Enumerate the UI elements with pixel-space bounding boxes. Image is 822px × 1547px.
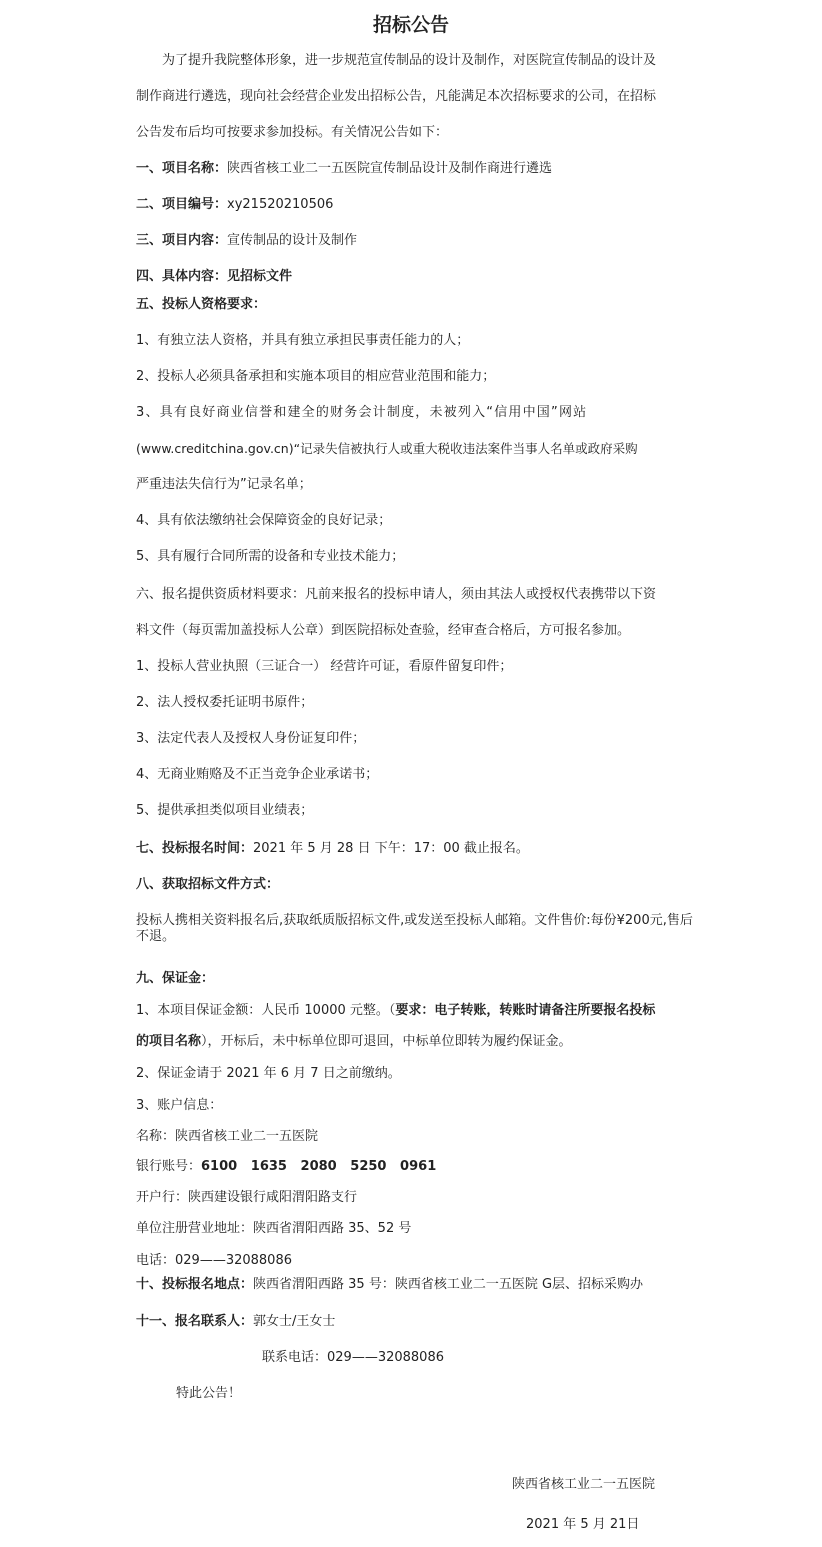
section-7-label: 七、投标报名时间： <box>136 841 254 856</box>
section-2 <box>136 196 333 214</box>
section-3 <box>136 232 357 250</box>
account-bank: 开户行：陕西建设银行咸阳渭阳路支行 <box>136 1190 358 1205</box>
section-7 <box>136 840 529 858</box>
section-1 <box>136 160 552 178</box>
section-6-item-1: 1、投标人营业执照（三证合一） 经营许可证，看原件留复印件； <box>136 659 513 674</box>
account-phone: 电话：029——32088086 <box>136 1253 292 1268</box>
section-6-item-5: 5、提供承担类似项目业绩表； <box>136 803 314 818</box>
section-6-item-2: 2、法人授权委托证明书原件； <box>136 695 314 710</box>
section-9-item-1-b: 要求：电子转账，转账时请备注所要报名投标 <box>395 1003 656 1018</box>
section-7-value: 2021 年 5 月 28 日 下午：17：00 截止报名。 <box>253 841 529 856</box>
intro-line-1: 为了提升我院整体形象，进一步规范宣传制品的设计及制作，对医院宣传制品的设计及 <box>162 53 657 68</box>
section-9-item-3: 3、账户信息： <box>136 1098 223 1113</box>
account-address: 单位注册营业地址：陕西省渭阳西路 35、52 号 <box>136 1221 412 1236</box>
section-9-item-1 <box>136 1002 655 1020</box>
section-5-item-3-cont: (www.creditchina.gov.cn)“记录失信被执行人或重大税收违法案件当事人名单或政府采购 <box>136 441 638 456</box>
section-9-item-1-a: 1、本项目保证金额：人民币 10000 元整。（ <box>136 1003 396 1018</box>
section-10-label: 十、投标报名地点： <box>136 1277 254 1292</box>
section-1-value: 陕西省核工业二一五医院宣传制品设计及制作商进行遴选 <box>227 161 553 176</box>
section-5-item-1: 1、有独立法人资格，并具有独立承担民事责任能力的人； <box>136 333 470 348</box>
account-name: 名称：陕西省核工业二一五医院 <box>136 1129 319 1144</box>
account-number-label: 银行账号： <box>136 1159 202 1174</box>
section-5-item-3: 3、具有良好商业信誉和建全的财务会计制度，未被列入“信用中国”网站 <box>136 405 588 420</box>
section-6-item-3: 3、法定代表人及授权人身份证复印件； <box>136 731 366 746</box>
account-number-value: 6100 1635 2080 5250 0961 <box>201 1159 437 1174</box>
section-8-label: 八、获取招标文件方式： <box>136 877 280 892</box>
intro-line-3: 公告发布后均可按要求参加投标。有关情况公告如下： <box>136 125 449 140</box>
section-2-value: xy21520210506 <box>227 197 334 212</box>
section-9-item-1-c: 的项目名称 <box>136 1034 202 1049</box>
signature-date: 2021 年 5 月 21日 <box>526 1517 640 1532</box>
section-4: 四、具体内容：见招标文件 <box>136 269 293 284</box>
section-6-line-2: 料文件（每页需加盖投标人公章）到医院招标处查验，经审查合格后，方可报名参加。 <box>136 623 631 638</box>
section-6-line-1: 六、报名提供资质材料要求：凡前来报名的投标申请人，须由其法人或授权代表携带以下资 <box>136 587 657 602</box>
account-number <box>136 1158 436 1176</box>
section-10 <box>136 1276 643 1294</box>
section-8-text: 投标人携相关资料报名后,获取纸质版招标文件,或发送至投标人邮箱。文件售价:每份¥200元,售后不退。 <box>136 913 693 944</box>
section-11-label: 十一、报名联系人： <box>136 1314 254 1329</box>
intro-line-2: 制作商进行遴选，现向社会经营企业发出招标公告，凡能满足本次招标要求的公司，在招标 <box>136 89 657 104</box>
signature-org: 陕西省核工业二一五医院 <box>512 1477 656 1492</box>
section-5-item-2: 2、投标人必须具备承担和实施本项目的相应营业范围和能力； <box>136 369 496 384</box>
section-2-label: 二、项目编号： <box>136 197 228 212</box>
section-9-item-2: 2、保证金请于 2021 年 6 月 7 日之前缴纳。 <box>136 1066 401 1081</box>
section-9-label: 九、保证金： <box>136 971 215 986</box>
section-11 <box>136 1313 335 1331</box>
section-6-item-4: 4、无商业贿赂及不正当竞争企业承诺书； <box>136 767 379 782</box>
section-5-item-3-end: 严重违法失信行为”记录名单； <box>136 477 312 492</box>
contact-phone: 联系电话：029——32088086 <box>262 1350 444 1365</box>
section-3-label: 三、项目内容： <box>136 233 228 248</box>
section-10-value: 陕西省渭阳西路 35 号：陕西省核工业二一五医院 G层、招标采购办 <box>253 1277 644 1292</box>
section-11-value: 郭女士/王女士 <box>253 1314 336 1329</box>
section-5-item-4: 4、具有依法缴纳社会保障资金的良好记录； <box>136 513 392 528</box>
section-5-item-5: 5、具有履行合同所需的设备和专业技术能力； <box>136 549 405 564</box>
document-title: 招标公告 <box>372 14 449 36</box>
section-1-label: 一、项目名称： <box>136 161 228 176</box>
section-3-value: 宣传制品的设计及制作 <box>227 233 358 248</box>
section-9-item-1-cont <box>136 1033 572 1051</box>
closing-text: 特此公告！ <box>176 1386 242 1401</box>
section-5-label: 五、投标人资格要求： <box>136 297 267 312</box>
section-9-item-1-d: ），开标后，未中标单位即可退回，中标单位即转为履约保证金。 <box>201 1034 572 1049</box>
